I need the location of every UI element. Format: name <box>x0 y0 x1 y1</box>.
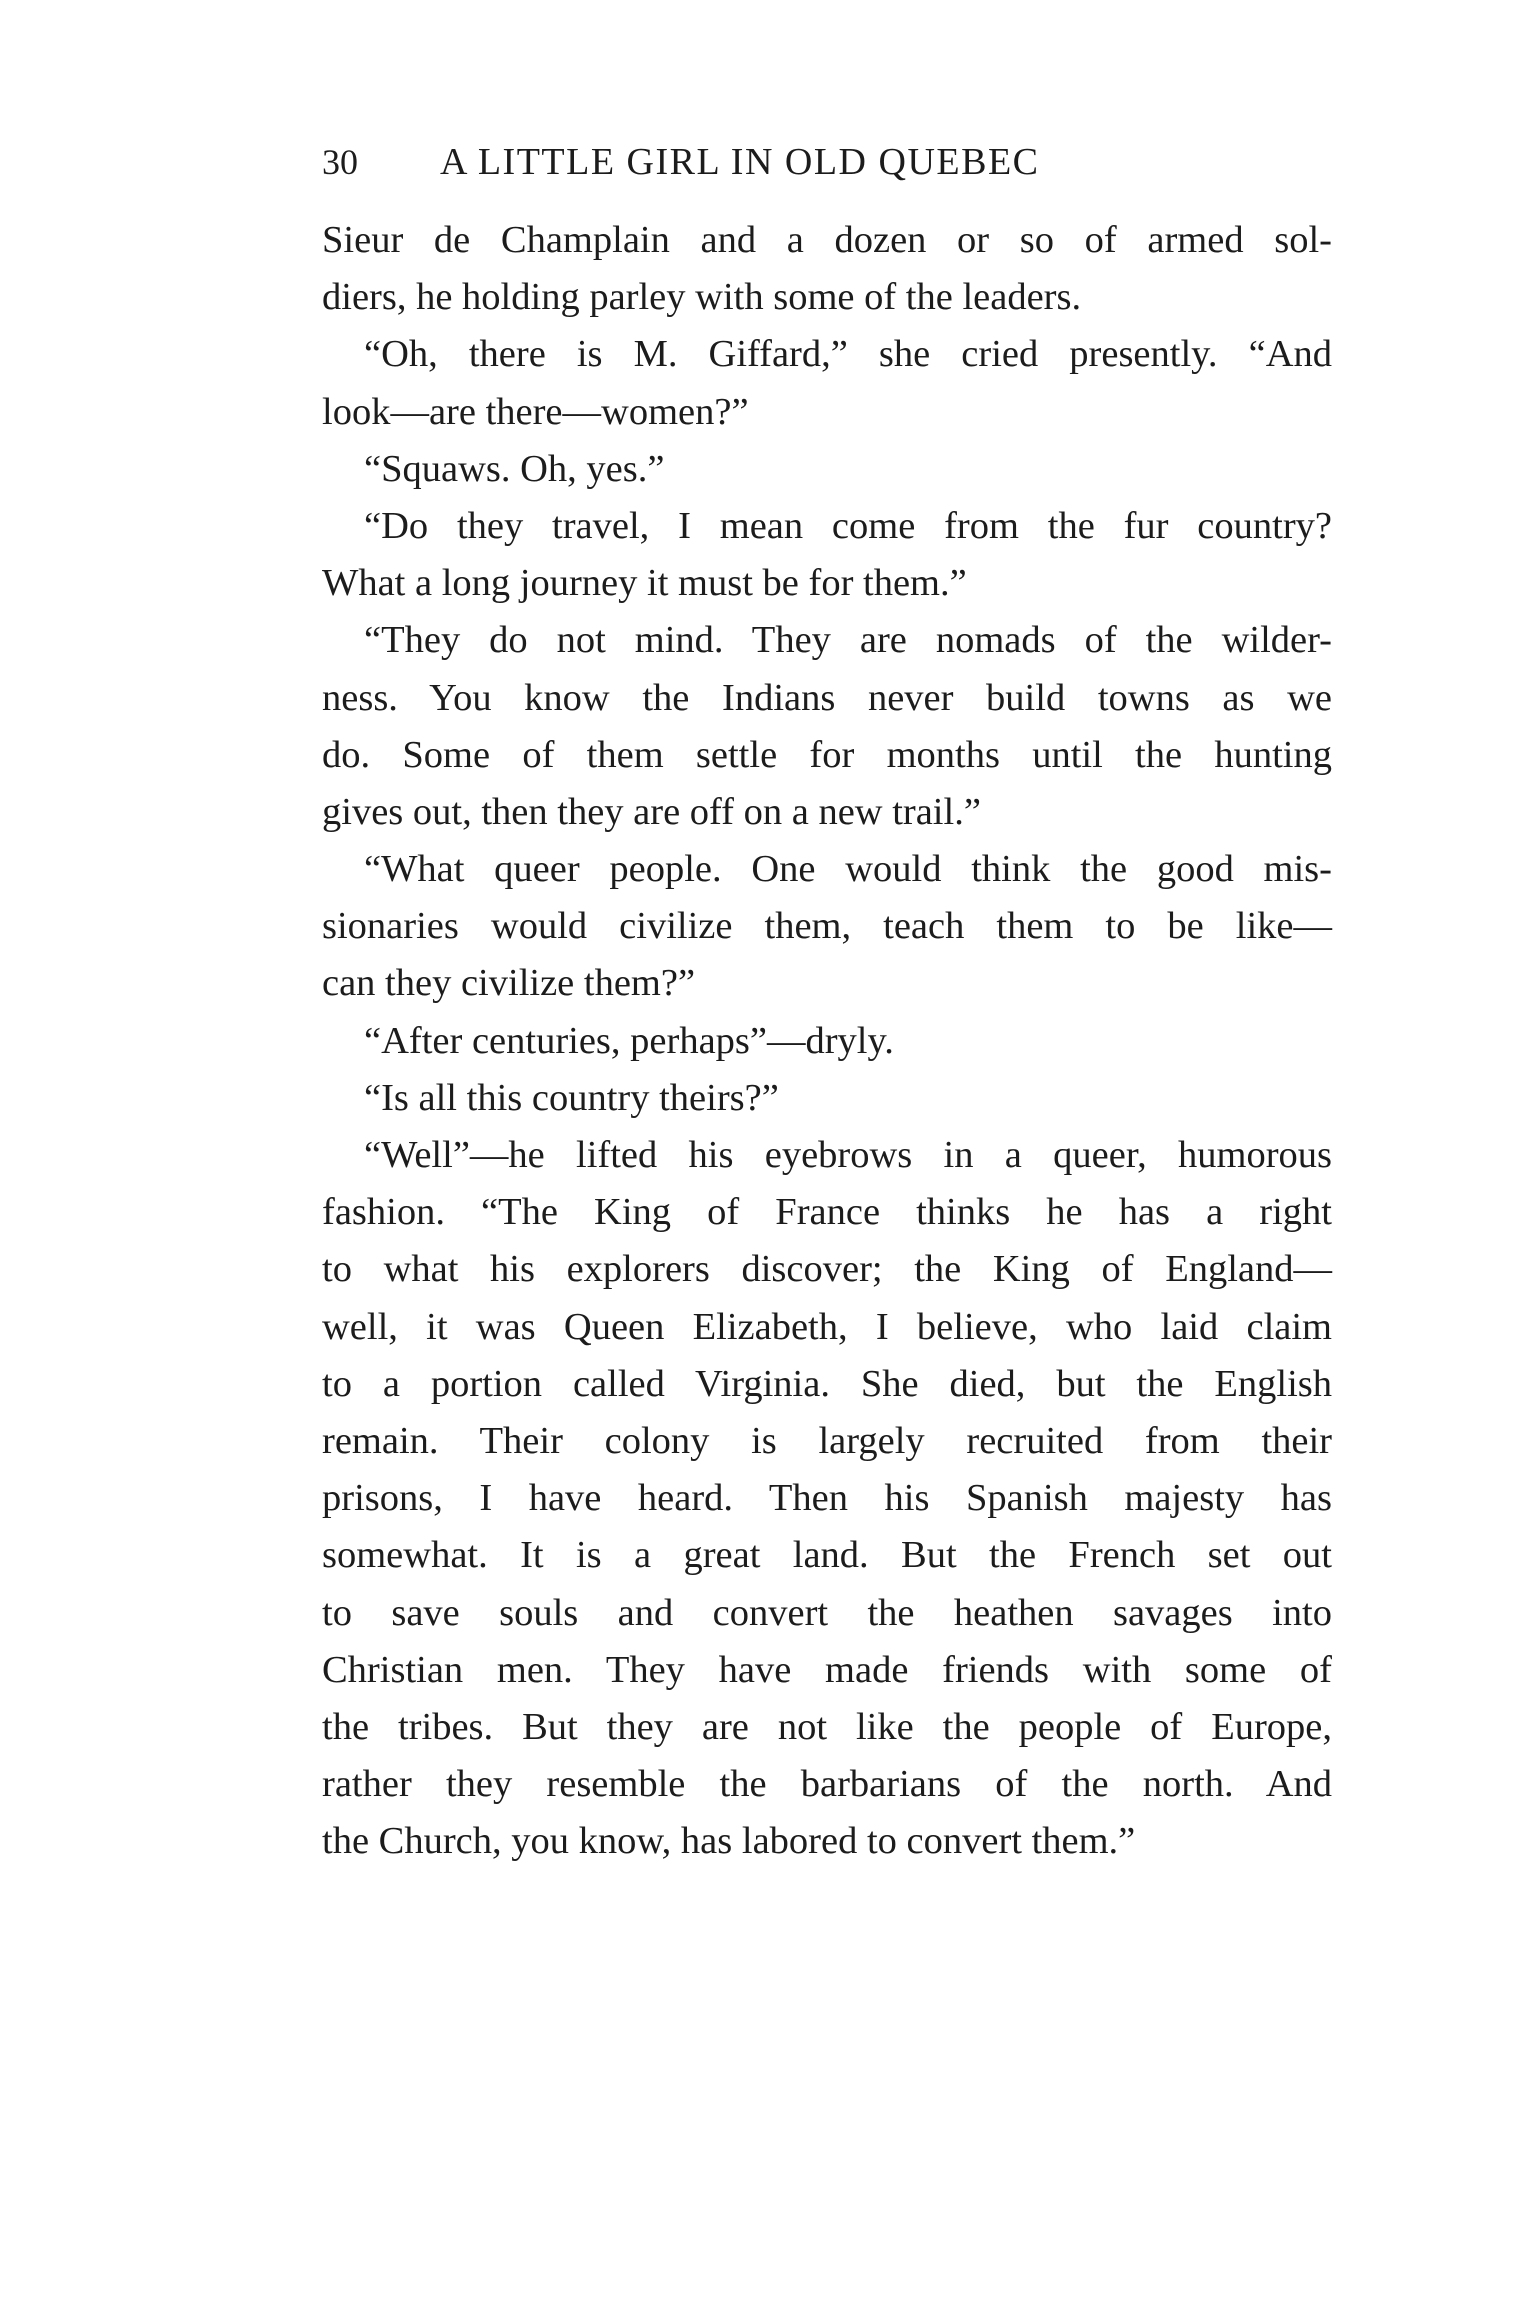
text-line: to save souls and convert the heathen savages into <box>322 1591 1332 1634</box>
text-line: gives out, then they are off on a new trail.” <box>322 790 981 833</box>
text-line: can they civilize them?” <box>322 962 696 1005</box>
text-line: fashion. “The King of France thinks he has a right <box>322 1191 1332 1234</box>
running-head <box>322 132 1332 192</box>
text-line: do. Some of them settle for months until the hunting <box>322 733 1332 776</box>
text-line: somewhat. It is a great land. But the French set out <box>322 1534 1332 1577</box>
text-line: diers, he holding parley with some of the leaders. <box>322 276 1082 319</box>
text-line: well, it was Queen Elizabeth, I believe, who laid claim <box>322 1305 1332 1348</box>
text-line: “After centuries, perhaps”—dryly. <box>364 1019 894 1062</box>
text-line: to what his explorers discover; the King of England— <box>322 1248 1332 1291</box>
text-line: ness. You know the Indians never build towns as we <box>322 676 1332 719</box>
text-line: remain. Their colony is largely recruited from their <box>322 1419 1332 1462</box>
text-line: “Well”—he lifted his eyebrows in a queer, humorous <box>364 1134 1332 1176</box>
text-line: Christian men. They have made friends with some of <box>322 1648 1332 1691</box>
text-line: “Do they travel, I mean come from the fur country? <box>364 504 1332 547</box>
text-line: rather they resemble the barbarians of the north. And <box>322 1763 1332 1806</box>
text-line: “Oh, there is M. Giffard,” she cried presently. “And <box>364 333 1332 376</box>
body-text <box>322 212 1332 1870</box>
text-line: look—are there—women?” <box>322 390 749 433</box>
text-line: “What queer people. One would think the good mis- <box>364 848 1332 891</box>
page-number: 30 <box>322 142 358 182</box>
text-line: What a long journey it must be for them.” <box>322 562 967 605</box>
text-line: “They do not mind. They are nomads of the wilder- <box>364 619 1332 662</box>
text-line: to a portion called Virginia. She died, but the English <box>322 1362 1332 1405</box>
text-line: prisons, I have heard. Then his Spanish majesty has <box>322 1477 1332 1520</box>
text-line: the Church, you know, has labored to convert them.” <box>322 1820 1136 1863</box>
text-line: Sieur de Champlain and a dozen or so of armed sol- <box>322 219 1332 261</box>
text-line: sionaries would civilize them, teach them to be like— <box>322 905 1332 948</box>
text-line: the tribes. But they are not like the people of Europe, <box>322 1705 1332 1748</box>
text-line: “Is all this country theirs?” <box>364 1076 779 1119</box>
running-title: A LITTLE GIRL IN OLD QUEBEC <box>440 141 1040 183</box>
text-line: “Squaws. Oh, yes.” <box>364 447 665 490</box>
